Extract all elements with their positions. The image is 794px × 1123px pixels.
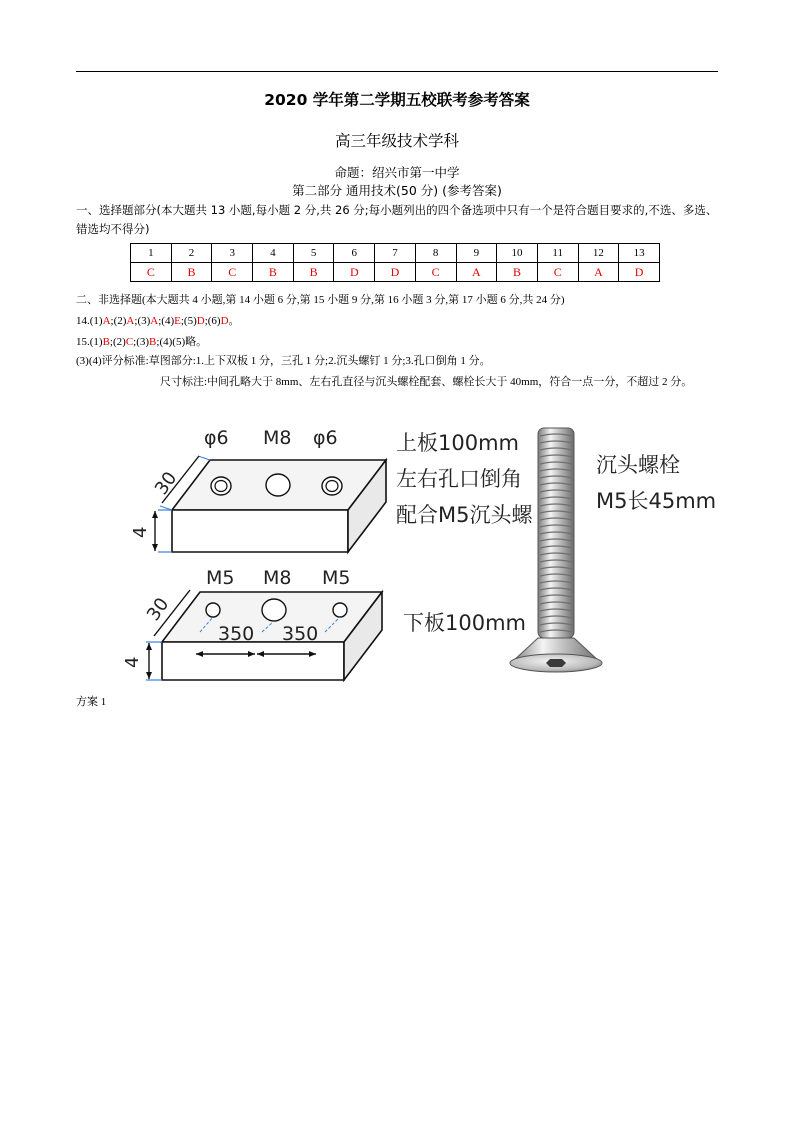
sub-question-number: (2) xyxy=(113,315,127,327)
question-number-cell: 1 xyxy=(131,244,172,263)
upper-label-middle: M8 xyxy=(263,427,292,449)
lower-height-dimension: 4 xyxy=(122,656,143,668)
sub-question-number: (3) xyxy=(136,336,150,348)
answer-cell: B xyxy=(293,263,334,282)
answer-row xyxy=(131,263,660,282)
section2-intro: 二、非选择题(本大题共 4 小题,第 14 小题 6 分,第 15 小题 9 分,第 16 小题 3 分,第 17 小题 6 分,共 24 分) xyxy=(76,294,565,306)
lower-hole-middle xyxy=(262,599,286,621)
question-number-cell: 4 xyxy=(253,244,294,263)
upper-hole-left xyxy=(211,477,231,495)
page-subtitle: 高三年级技术学科 xyxy=(334,132,459,150)
note-upper-plate: 上板100mm xyxy=(396,431,519,455)
question-label: 14. xyxy=(76,315,90,327)
top-rule xyxy=(76,71,718,72)
span-left-dimension: 350 xyxy=(218,623,255,645)
question-label: 15. xyxy=(76,336,90,348)
question-number-cell: 7 xyxy=(375,244,416,263)
separator: ; xyxy=(109,336,113,348)
note-lower-plate: 下板100mm xyxy=(403,611,526,635)
lower-label-middle: M8 xyxy=(263,567,292,589)
upper-height-dimension: 4 xyxy=(130,526,151,538)
answer-cell: A xyxy=(578,263,619,282)
note-chamfer: 左右孔口倒角 xyxy=(396,467,522,491)
sub-question-number: (1) xyxy=(89,336,103,348)
question-number-cell: 9 xyxy=(456,244,497,263)
answer-cell: A xyxy=(456,263,497,282)
upper-depth-dimension: 30 xyxy=(150,468,182,499)
lower-hole-left xyxy=(206,603,220,617)
question-number-row xyxy=(131,244,660,263)
separator: ; xyxy=(110,315,114,327)
answer-cell: C xyxy=(415,263,456,282)
sub-question-number: (4) xyxy=(161,315,175,327)
question-number-cell: 8 xyxy=(415,244,456,263)
separator: ; xyxy=(156,336,160,348)
answer-letter: D xyxy=(196,315,205,327)
q14-answers xyxy=(76,312,240,328)
separator: ; xyxy=(180,315,184,327)
answer-letter: B xyxy=(102,336,110,348)
answer-cell: C xyxy=(131,263,172,282)
question-number-cell: 11 xyxy=(537,244,578,263)
separator: ; xyxy=(158,315,162,327)
grading-criteria-line1: (3)(4)评分标准:草图部分:1.上下双板 1 分，三孔 1 分;2.沉头螺钉 1 分;3.孔口倒角 1 分。 xyxy=(76,355,491,367)
upper-hole-right xyxy=(322,477,342,495)
part-heading: 第二部分 通用技术(50 分) (参考答案) xyxy=(292,183,502,198)
question-number-cell: 5 xyxy=(293,244,334,263)
figure-caption: 方案 1 xyxy=(76,696,107,708)
lower-hole-right xyxy=(333,603,347,617)
upper-label-right: φ6 xyxy=(313,427,338,449)
answer-cell: B xyxy=(497,263,538,282)
lower-depth-dimension: 30 xyxy=(142,594,174,625)
lower-label-right: M5 xyxy=(322,567,351,589)
answer-letter: C xyxy=(125,336,134,348)
answer-cell: C xyxy=(537,263,578,282)
question-number-cell: 12 xyxy=(578,244,619,263)
answer-table xyxy=(130,243,660,282)
span-right-dimension: 350 xyxy=(282,623,319,645)
answer-cell: D xyxy=(334,263,375,282)
question-number-cell: 2 xyxy=(171,244,212,263)
question-number-cell: 3 xyxy=(212,244,253,263)
question-number-cell: 10 xyxy=(497,244,538,263)
question-number-cell: 6 xyxy=(334,244,375,263)
sub-question-number: (2) xyxy=(112,336,126,348)
sub-question-number: (6) xyxy=(207,315,221,327)
sub-question-number: (5) xyxy=(183,315,197,327)
answer-letter: A xyxy=(102,315,111,327)
bolt-label-type: 沉头螺栓 xyxy=(596,453,680,477)
page-title: 2020 学年第二学期五校联考参考答案 xyxy=(264,91,530,109)
note-m5-match: 配合M5沉头螺 xyxy=(396,503,533,527)
grading-criteria-line2: 尺寸标注:中间孔略大于 8mm、左右孔直径与沉头螺栓配套、螺栓长大于 40mm，符合一点一分，不超过 2 分。 xyxy=(160,376,693,388)
answer-letter: A xyxy=(150,315,159,327)
sub-question-tail: (4)(5)略。 xyxy=(159,336,208,348)
answer-letter: A xyxy=(126,315,135,327)
author-line: 命题：绍兴市第一中学 xyxy=(334,165,460,180)
upper-label-left: φ6 xyxy=(204,427,229,449)
bolt-label-spec: M5长45mm xyxy=(596,489,717,513)
section1-intro: 一、选择题部分(本大题共 13 小题,每小题 2 分,共 26 分;每小题列出的四个备选项中只有一个是符合题目要求的,不选、多选、错选均不得分) xyxy=(76,203,718,236)
lower-label-left: M5 xyxy=(206,567,235,589)
answer-cell: B xyxy=(253,263,294,282)
q15-answers xyxy=(76,333,207,349)
question-number-cell: 13 xyxy=(619,244,660,263)
sub-question-number: (1) xyxy=(89,315,103,327)
answer-cell: D xyxy=(619,263,660,282)
sub-question-number: (3) xyxy=(137,315,151,327)
separator: ; xyxy=(133,336,137,348)
answer-cell: C xyxy=(212,263,253,282)
lower-plate xyxy=(146,590,382,680)
separator: ; xyxy=(204,315,208,327)
answer-letter: D xyxy=(220,315,229,327)
answer-cell: B xyxy=(171,263,212,282)
answer-letter: E xyxy=(174,315,181,327)
solution-figure xyxy=(100,410,740,700)
answer-letter: B xyxy=(149,336,157,348)
separator: 。 xyxy=(228,315,240,327)
answer-cell: D xyxy=(375,263,416,282)
separator: ; xyxy=(134,315,138,327)
upper-hole-middle xyxy=(266,474,290,496)
upper-plate xyxy=(152,456,386,552)
countersunk-bolt xyxy=(510,428,602,672)
